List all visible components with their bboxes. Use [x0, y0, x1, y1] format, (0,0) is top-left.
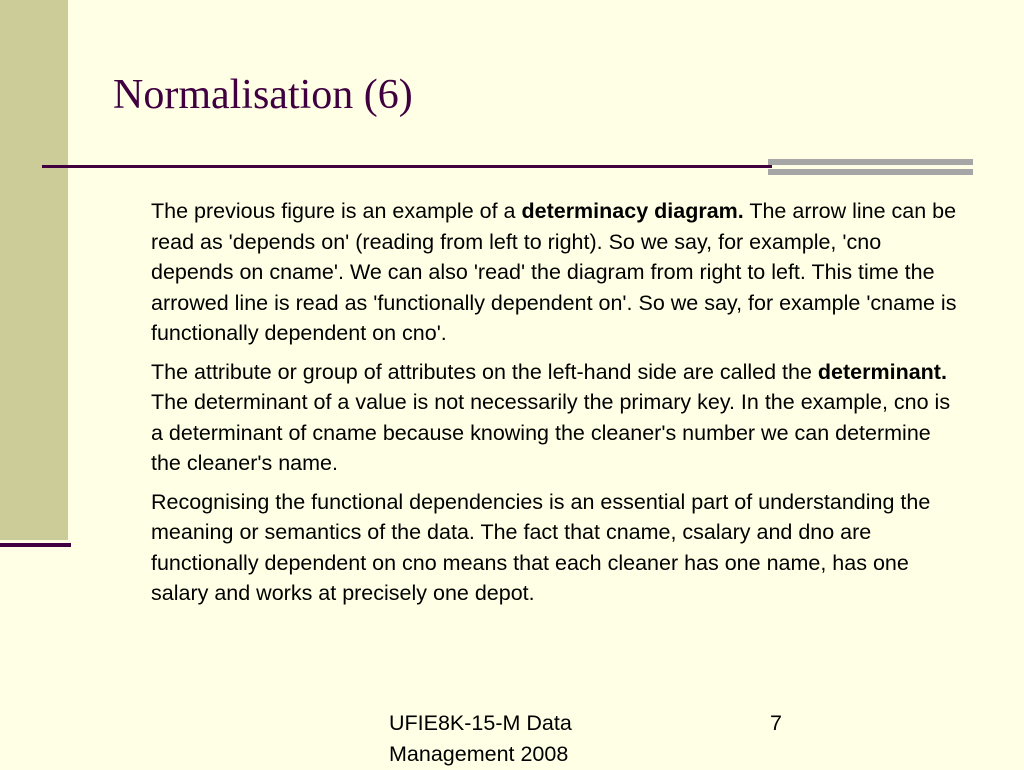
paragraph-text: The attribute or group of attributes on the left-hand side are called the [151, 359, 818, 384]
slide-body [151, 196, 966, 617]
left-decorative-band [0, 0, 68, 540]
page-number: 7 [770, 711, 782, 735]
slide-title: Normalisation (6) [113, 72, 413, 118]
body-paragraph-1 [151, 196, 966, 349]
paragraph-text: The arrow line can be read as 'depends on' (reading from left to right). So we say, for example, 'cno depends on cname'. We can also 'read' the diagram from right to left. This time the arrowed line is read as 'functionally dependent on'. So we say, for example 'cname is functionally dependent on cno'. [151, 199, 957, 345]
left-band-underline [0, 543, 71, 547]
bold-term-determinant: determinant. [817, 359, 947, 384]
paragraph-text: The determinant of a value is not necessarily the primary key. In the example, cno is a determinant of cname because knowing the cleaner's number we can determine the cleaner's name. [151, 390, 951, 475]
accent-bar-top [768, 159, 973, 165]
paragraph-text: The previous figure is an example of a [151, 199, 522, 223]
accent-bar-bottom [768, 169, 973, 175]
title-divider-line [42, 165, 772, 168]
footer-course-label: UFIE8K-15-M Data Management 2008 [389, 711, 572, 766]
paragraph-text: Recognising the functional dependencies is an essential part of understanding the meaning or semantics of the data. The fact that cname, csalary and dno are functionally dependent on cno means that each cleaner has one name, has one salary and works at precisely one depot. [151, 489, 931, 605]
body-paragraph-3 [151, 487, 966, 609]
title-accent-bars [768, 159, 973, 175]
bold-term-determinacy-diagram: determinacy diagram. [521, 199, 744, 223]
body-paragraph-2 [151, 357, 966, 479]
